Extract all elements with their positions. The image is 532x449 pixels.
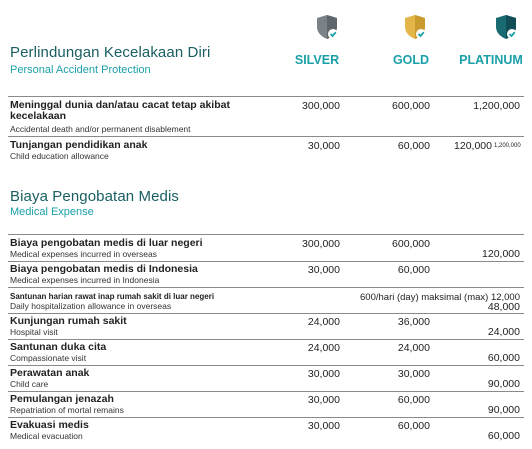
value-platinum-note: 1,200,000	[494, 143, 521, 149]
row-sublabel-accidental-death: Accidental death and/or permanent disablement	[10, 124, 191, 134]
tier-platinum-label: PLATINUM	[459, 53, 523, 67]
row-label-child-education: Tunjangan pendidikan anak	[10, 139, 148, 151]
row-sublabel-daily-hospitalization: Daily hospitalization allowance in overseas	[10, 301, 172, 311]
value-gold: 30,000	[397, 368, 430, 380]
divider	[8, 313, 524, 314]
row-label-repatriation: Pemulangan jenazah	[10, 393, 114, 405]
value-platinum: 90,000	[487, 378, 520, 390]
value-gold: 60,000	[397, 140, 430, 152]
value-gold: 600,000	[392, 238, 430, 250]
value-platinum: 120,000	[482, 248, 520, 260]
row-label-medical-indonesia: Biaya pengobatan medis di Indonesia	[10, 263, 198, 275]
divider	[8, 365, 524, 366]
divider	[8, 417, 524, 418]
row-label-medical-evacuation: Evakuasi medis	[10, 419, 89, 431]
section-subtitle-medical-expense: Medical Expense	[10, 206, 94, 218]
row-sublabel-child-education: Child education allowance	[10, 151, 109, 161]
value-silver: 30,000	[307, 140, 340, 152]
row-label-accidental-death: Meninggal dunia dan/atau cacat tetap akibat kecelakaan	[10, 99, 230, 122]
value-platinum: 48,000	[487, 301, 520, 313]
tier-gold-label: GOLD	[392, 53, 430, 67]
value-silver: 300,000	[302, 100, 340, 112]
value-silver: 300,000	[302, 238, 340, 250]
divider	[8, 234, 524, 235]
row-label-medical-overseas: Biaya pengobatan medis di luar negeri	[10, 237, 203, 249]
value-gold: 600,000	[392, 100, 430, 112]
row-sublabel-repatriation: Repatriation of mortal remains	[10, 405, 124, 415]
divider	[8, 261, 524, 262]
divider	[8, 136, 524, 137]
row-sublabel-child-care: Child care	[10, 379, 49, 389]
value-gold: 24,000	[397, 342, 430, 354]
value-platinum: 90,000	[487, 404, 520, 416]
value-silver: 30,000	[307, 394, 340, 406]
value-silver: 30,000	[307, 420, 340, 432]
value-silver: 30,000	[307, 264, 340, 276]
value-silver: 24,000	[307, 342, 340, 354]
row-sublabel-hospital-visit: Hospital visit	[10, 327, 58, 337]
divider	[8, 339, 524, 340]
value-platinum: 120,000	[454, 140, 492, 152]
section-title-personal-accident: Perlindungan Kecelakaan Diri	[10, 44, 211, 61]
value-gold: 60,000	[397, 420, 430, 432]
value-platinum: 60,000	[487, 352, 520, 364]
value-gold: 60,000	[397, 394, 430, 406]
row-label-hospital-visit: Kunjungan rumah sakit	[10, 315, 127, 327]
row-sublabel-medical-evacuation: Medical evacuation	[10, 431, 83, 441]
row-label-daily-hospitalization: Santunan harian rawat inap rumah sakit di luar negeri	[10, 292, 215, 301]
shield-gold-icon	[404, 14, 426, 40]
row-sublabel-compassionate: Compassionate visit	[10, 353, 87, 363]
value-platinum: 1,200,000	[473, 100, 520, 112]
divider	[8, 96, 524, 97]
divider	[8, 391, 524, 392]
row-sublabel-medical-indonesia: Medical expenses incurred in Indonesia	[10, 275, 160, 285]
value-merged-daily: 600/hari (day) maksimal (max) 12,000	[360, 292, 520, 303]
row-sublabel-medical-overseas: Medical expenses incurred in overseas	[10, 249, 157, 259]
shield-platinum-icon	[495, 14, 517, 40]
value-silver: 30,000	[307, 368, 340, 380]
value-silver: 24,000	[307, 316, 340, 328]
value-gold: 36,000	[397, 316, 430, 328]
divider	[8, 287, 524, 288]
row-label-child-care: Perawatan anak	[10, 367, 90, 379]
shield-silver-icon	[316, 14, 338, 40]
section-title-medical-expense: Biaya Pengobatan Medis	[10, 188, 179, 205]
section-subtitle-personal-accident: Personal Accident Protection	[10, 64, 151, 76]
tier-silver-label: SILVER	[294, 53, 340, 67]
row-label-compassionate: Santunan duka cita	[10, 341, 107, 353]
value-platinum: 24,000	[487, 326, 520, 338]
value-gold: 60,000	[397, 264, 430, 276]
value-platinum: 60,000	[487, 430, 520, 442]
